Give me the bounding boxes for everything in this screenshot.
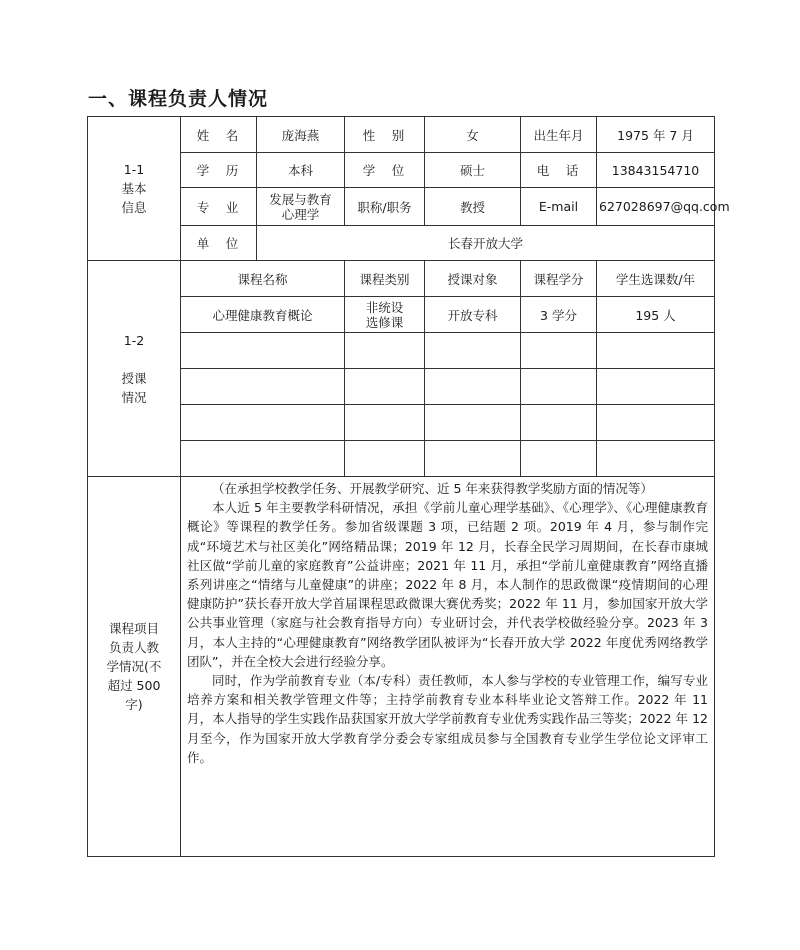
course-credits: 3 学分: [521, 297, 597, 333]
birth-label: 出生年月: [521, 117, 597, 153]
education-label: 学 历: [181, 153, 257, 188]
empty-cell: [345, 441, 425, 477]
header-course-category: 课程类别: [345, 261, 425, 297]
header-credits: 课程学分: [521, 261, 597, 297]
empty-cell: [181, 369, 345, 405]
narrative-paragraph: （在承担学校教学任务、开展教学研究、近 5 年来获得教学奖励方面的情况等）: [212, 481, 653, 496]
course-category: 非统设 选修课: [345, 297, 425, 333]
major-value: 发展与教育 心理学: [257, 188, 345, 226]
narrative-paragraph: 同时，作为学前教育专业（本/专科）责任教师，本人参与学校的专业管理工作，编写专业培养方案和相关教学管理文件等；主持学前教育专业本科毕业论文答辩工作。2022 年 11 月，本人指导的学生实践作品获国家开放大学学前教育专业优秀实践作品三等奖；2022 年 12 月至今，作为国家开放大学教育学分委会专家组成员参与全国教育专业学生学位论文评审工作。: [187, 673, 708, 765]
email-value: 627028697@qq.com: [597, 188, 715, 226]
empty-cell: [425, 369, 521, 405]
name-value: 庞海燕: [257, 117, 345, 153]
teaching-label: 1-2 授课 情况: [88, 261, 181, 477]
header-enrollment: 学生选课数/年: [597, 261, 715, 297]
empty-cell: [597, 405, 715, 441]
course-audience: 开放专科: [425, 297, 521, 333]
education-value: 本科: [257, 153, 345, 188]
narrative-paragraph: 本人近 5 年主要教学科研情况，承担《学前儿童心理学基础》、《心理学》、《心理健康教育概论》等课程的教学任务。参加省级课题 3 项，已结题 2 项。2019 年 4 月，参与制作完成“环境艺术与社区美化”网络精品课；2019 年 12 月，长春全民学习周期间，在长春市康城社区做“学前儿童的家庭教育”公益讲座；2021 年 11 月，承担“学前儿童健康教育”网络直播系列讲座之“情绪与儿童健康”的讲座；2022 年 8 月，本人制作的思政微课“疫情期间的心理健康防护”获长春开放大学首届课程思政微课大赛优秀奖；2022 年 11 月，参加国家开放大学公共事业管理（家庭与社会教育指导方向）专业研讨会，并代表学校做经验分享。2023 年 3 月，本人主持的“心理健康教育”网络教学团队被评为“长春开放大学 2022 年度优秀网络教学团队”，并在全校大会进行经验分享。: [187, 500, 708, 669]
empty-cell: [181, 333, 345, 369]
empty-cell: [425, 333, 521, 369]
section-heading: 一、课程负责人情况: [88, 88, 269, 110]
empty-cell: [521, 369, 597, 405]
empty-cell: [425, 405, 521, 441]
course-leader-form: [87, 116, 730, 857]
empty-cell: [345, 369, 425, 405]
name-label: 姓 名: [181, 117, 257, 153]
basic-info-label: 1-1 基本 信息: [88, 117, 181, 261]
project-narrative: [181, 477, 715, 857]
empty-cell: [181, 405, 345, 441]
empty-cell: [521, 405, 597, 441]
phone-value: 13843154710: [597, 153, 715, 188]
table-row: [88, 441, 715, 477]
header-course-name: 课程名称: [181, 261, 345, 297]
header-audience: 授课对象: [425, 261, 521, 297]
unit-label: 单 位: [181, 226, 257, 261]
email-label: E-mail: [521, 188, 597, 226]
table-row: [88, 333, 715, 369]
birth-value: 1975 年 7 月: [597, 117, 715, 153]
empty-cell: [521, 441, 597, 477]
title-label: 职称/职务: [345, 188, 425, 226]
empty-cell: [597, 441, 715, 477]
project-label: 课程项目 负责人教 学情况(不 超过 500 字): [88, 477, 181, 857]
course-name: 心理健康教育概论: [181, 297, 345, 333]
unit-value: 长春开放大学: [257, 226, 715, 261]
empty-cell: [181, 441, 345, 477]
empty-cell: [425, 441, 521, 477]
empty-cell: [345, 405, 425, 441]
table-row: [88, 405, 715, 441]
empty-cell: [521, 333, 597, 369]
gender-label: 性 别: [345, 117, 425, 153]
degree-value: 硕士: [425, 153, 521, 188]
title-value: 教授: [425, 188, 521, 226]
major-label: 专 业: [181, 188, 257, 226]
empty-cell: [597, 333, 715, 369]
gender-value: 女: [425, 117, 521, 153]
empty-cell: [345, 333, 425, 369]
phone-label: 电 话: [521, 153, 597, 188]
course-enrollment: 195 人: [597, 297, 715, 333]
empty-cell: [597, 369, 715, 405]
degree-label: 学 位: [345, 153, 425, 188]
table-row: [88, 297, 715, 333]
table-row: [88, 369, 715, 405]
